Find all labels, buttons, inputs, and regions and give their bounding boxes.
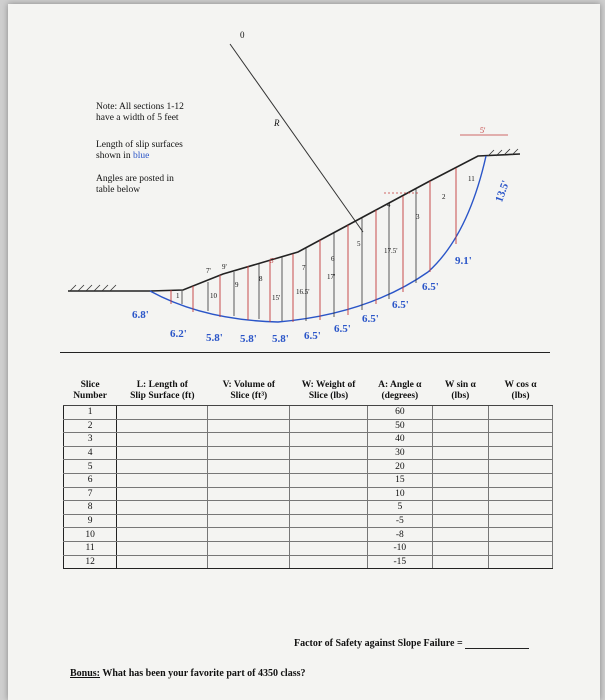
length-cell[interactable] bbox=[117, 528, 208, 542]
w-sin-cell[interactable] bbox=[432, 555, 488, 569]
section-divider bbox=[60, 352, 550, 353]
w-cos-cell[interactable] bbox=[489, 473, 553, 487]
header-line: A: Angle α bbox=[378, 380, 422, 390]
slice-number-cell: 5 bbox=[64, 460, 117, 474]
weight-cell[interactable] bbox=[290, 446, 368, 460]
w-cos-cell[interactable] bbox=[489, 487, 553, 501]
top-width-label: 5' bbox=[480, 126, 486, 135]
w-cos-cell[interactable] bbox=[489, 514, 553, 528]
table-row bbox=[64, 446, 553, 460]
table-row bbox=[64, 541, 553, 555]
volume-cell[interactable] bbox=[208, 419, 290, 433]
w-cos-cell[interactable] bbox=[489, 406, 553, 420]
bonus-question bbox=[70, 668, 305, 679]
header-line: W cos α bbox=[504, 380, 537, 390]
volume-cell[interactable] bbox=[208, 446, 290, 460]
table-row bbox=[64, 433, 553, 447]
header-w-sin bbox=[432, 378, 488, 406]
w-sin-cell[interactable] bbox=[432, 446, 488, 460]
w-sin-cell[interactable] bbox=[432, 487, 488, 501]
note-line: Length of slip surfaces bbox=[96, 140, 183, 150]
weight-cell[interactable] bbox=[290, 473, 368, 487]
worksheet-page bbox=[8, 4, 600, 700]
table-row bbox=[64, 419, 553, 433]
slice-number-cell: 4 bbox=[64, 446, 117, 460]
header-line: W sin α bbox=[444, 380, 476, 390]
header-angle bbox=[367, 378, 432, 406]
header-line: (lbs) bbox=[451, 391, 470, 401]
slice-number-2: 10 bbox=[210, 292, 217, 300]
note-text: shown in bbox=[96, 151, 133, 161]
angle-cell: -15 bbox=[367, 555, 432, 569]
header-length bbox=[117, 378, 208, 406]
radius-line bbox=[230, 44, 363, 232]
slice-number-cell: 6 bbox=[64, 473, 117, 487]
note-line bbox=[96, 151, 183, 162]
length-cell[interactable] bbox=[117, 406, 208, 420]
w-sin-cell[interactable] bbox=[432, 460, 488, 474]
volume-cell[interactable] bbox=[208, 487, 290, 501]
table-row bbox=[64, 528, 553, 542]
slice-number-9: 3 bbox=[416, 213, 420, 221]
note-line: Note: All sections 1-12 bbox=[96, 102, 184, 112]
w-sin-cell[interactable] bbox=[432, 406, 488, 420]
table-row bbox=[64, 473, 553, 487]
height-label-16-5: 16.5' bbox=[296, 288, 310, 296]
w-sin-cell[interactable] bbox=[432, 514, 488, 528]
w-cos-cell[interactable] bbox=[489, 541, 553, 555]
w-cos-cell[interactable] bbox=[489, 555, 553, 569]
slice-number-cell: 8 bbox=[64, 501, 117, 515]
angle-cell: -10 bbox=[367, 541, 432, 555]
weight-cell[interactable] bbox=[290, 541, 368, 555]
volume-cell[interactable] bbox=[208, 460, 290, 474]
slice-number-cell: 10 bbox=[64, 528, 117, 542]
w-sin-cell[interactable] bbox=[432, 433, 488, 447]
slip-length-5: 5.8' bbox=[272, 333, 289, 345]
factor-answer-field[interactable] bbox=[465, 639, 529, 649]
table-row bbox=[64, 406, 553, 420]
weight-cell[interactable] bbox=[290, 433, 368, 447]
angle-cell: 20 bbox=[367, 460, 432, 474]
note-line: table below bbox=[96, 185, 141, 195]
header-line: Slip Surface (ft) bbox=[130, 391, 195, 401]
slice-number-11: 11 bbox=[468, 175, 475, 183]
weight-cell[interactable] bbox=[290, 419, 368, 433]
header-weight bbox=[290, 378, 368, 406]
height-label-15: 15' bbox=[272, 294, 281, 302]
slice-number-7: 5 bbox=[357, 240, 361, 248]
length-cell[interactable] bbox=[117, 433, 208, 447]
header-line: V: Volume of bbox=[222, 380, 275, 390]
w-cos-cell[interactable] bbox=[489, 501, 553, 515]
note-sections bbox=[96, 102, 184, 124]
length-cell[interactable] bbox=[117, 555, 208, 569]
factor-label: Factor of Safety against Slope Failure = bbox=[294, 638, 463, 649]
slip-length-3: 5.8' bbox=[206, 332, 223, 344]
weight-cell[interactable] bbox=[290, 514, 368, 528]
w-sin-cell[interactable] bbox=[432, 419, 488, 433]
slice-number-cell: 2 bbox=[64, 419, 117, 433]
length-cell[interactable] bbox=[117, 487, 208, 501]
height-label-9: 9' bbox=[222, 263, 227, 271]
weight-cell[interactable] bbox=[290, 460, 368, 474]
header-volume bbox=[208, 378, 290, 406]
volume-cell[interactable] bbox=[208, 433, 290, 447]
weight-cell[interactable] bbox=[290, 487, 368, 501]
slope-stability-figure bbox=[8, 4, 600, 354]
slice-number-5: 7 bbox=[302, 264, 306, 272]
slip-length-8: 6.5' bbox=[362, 313, 379, 325]
angle-cell: 15 bbox=[367, 473, 432, 487]
slip-length-10: 6.5' bbox=[422, 281, 439, 293]
slice-number-cell: 9 bbox=[64, 514, 117, 528]
header-line: Number bbox=[73, 391, 107, 401]
volume-cell[interactable] bbox=[208, 473, 290, 487]
table-row bbox=[64, 555, 553, 569]
note-blue-word: blue bbox=[132, 151, 150, 161]
w-cos-cell[interactable] bbox=[489, 528, 553, 542]
slice-number-1: 1 bbox=[176, 292, 180, 300]
w-cos-cell[interactable] bbox=[489, 460, 553, 474]
slice-number-6: 6 bbox=[331, 255, 335, 263]
slip-length-1: 6.8' bbox=[132, 309, 149, 321]
ground-hatch-left bbox=[70, 285, 116, 291]
length-cell[interactable] bbox=[117, 514, 208, 528]
header-line: (lbs) bbox=[511, 391, 530, 401]
slip-length-6: 6.5' bbox=[304, 330, 321, 342]
height-label-7: 7' bbox=[206, 267, 211, 275]
w-cos-cell[interactable] bbox=[489, 433, 553, 447]
slice-number-10: 2 bbox=[442, 193, 446, 201]
length-cell[interactable] bbox=[117, 460, 208, 474]
length-cell[interactable] bbox=[117, 446, 208, 460]
angle-cell: 10 bbox=[367, 487, 432, 501]
height-label-17-5: 17.5' bbox=[384, 247, 398, 255]
angle-cell: 30 bbox=[367, 446, 432, 460]
header-w-cos bbox=[489, 378, 553, 406]
slice-number-cell: 12 bbox=[64, 555, 117, 569]
height-arrows bbox=[182, 189, 416, 321]
bonus-label: Bonus: bbox=[70, 668, 101, 679]
note-line: have a width of 5 feet bbox=[96, 113, 179, 123]
table-row bbox=[64, 501, 553, 515]
slice-number-4: 8 bbox=[259, 275, 263, 283]
slip-surface bbox=[150, 156, 486, 322]
volume-cell[interactable] bbox=[208, 501, 290, 515]
weight-cell[interactable] bbox=[290, 501, 368, 515]
header-line: (degrees) bbox=[381, 391, 419, 401]
slice-number-cell: 7 bbox=[64, 487, 117, 501]
weight-cell[interactable] bbox=[290, 528, 368, 542]
volume-cell[interactable] bbox=[208, 541, 290, 555]
note-line: Angles are posted in bbox=[96, 174, 174, 184]
slice-number-8: 4 bbox=[387, 201, 391, 209]
slip-length-7: 6.5' bbox=[334, 323, 351, 335]
weight-cell[interactable] bbox=[290, 406, 368, 420]
table-row bbox=[64, 460, 553, 474]
angle-cell: 50 bbox=[367, 419, 432, 433]
volume-cell[interactable] bbox=[208, 406, 290, 420]
angle-cell: 40 bbox=[367, 433, 432, 447]
volume-cell[interactable] bbox=[208, 514, 290, 528]
header-line: Slice (lbs) bbox=[308, 391, 349, 401]
slip-length-2: 6.2' bbox=[170, 328, 187, 340]
volume-cell[interactable] bbox=[208, 528, 290, 542]
note-slip-lengths bbox=[96, 140, 183, 162]
slip-length-4: 5.8' bbox=[240, 333, 257, 345]
factor-of-safety bbox=[294, 638, 529, 649]
slip-length-12: 13.5' bbox=[493, 178, 513, 204]
angle-cell: -8 bbox=[367, 528, 432, 542]
volume-cell[interactable] bbox=[208, 555, 290, 569]
w-cos-cell[interactable] bbox=[489, 419, 553, 433]
slice-number-cell: 3 bbox=[64, 433, 117, 447]
header-line: Slice (ft³) bbox=[230, 391, 268, 401]
angle-cell: -5 bbox=[367, 514, 432, 528]
center-label: 0 bbox=[240, 30, 245, 40]
header-line: W: Weight of bbox=[301, 380, 356, 390]
height-label-17: 17' bbox=[327, 273, 336, 281]
slip-length-9: 6.5' bbox=[392, 299, 409, 311]
angle-cell: 60 bbox=[367, 406, 432, 420]
weight-cell[interactable] bbox=[290, 555, 368, 569]
length-cell[interactable] bbox=[117, 501, 208, 515]
bonus-text: What has been your favorite part of 4350 class? bbox=[100, 668, 306, 679]
slice-number-3: 9 bbox=[235, 281, 239, 289]
slip-length-11: 9.1' bbox=[455, 255, 472, 267]
header-slice-number bbox=[64, 378, 117, 406]
angle-cell: 5 bbox=[367, 501, 432, 515]
header-line: L: Length of bbox=[136, 380, 188, 390]
w-cos-cell[interactable] bbox=[489, 446, 553, 460]
header-line: Slice bbox=[80, 380, 100, 390]
radius-label: R bbox=[274, 118, 280, 128]
table-row bbox=[64, 514, 553, 528]
length-cell[interactable] bbox=[117, 419, 208, 433]
slice-number-cell: 1 bbox=[64, 406, 117, 420]
w-sin-cell[interactable] bbox=[432, 541, 488, 555]
slice-number-cell: 11 bbox=[64, 541, 117, 555]
w-sin-cell[interactable] bbox=[432, 528, 488, 542]
width-label: 5' bbox=[270, 257, 275, 265]
length-cell[interactable] bbox=[117, 473, 208, 487]
table-header-row bbox=[64, 378, 553, 406]
w-sin-cell[interactable] bbox=[432, 473, 488, 487]
length-cell[interactable] bbox=[117, 541, 208, 555]
table-row bbox=[64, 487, 553, 501]
w-sin-cell[interactable] bbox=[432, 501, 488, 515]
note-angles bbox=[96, 174, 174, 196]
slice-calculation-table bbox=[63, 378, 553, 569]
